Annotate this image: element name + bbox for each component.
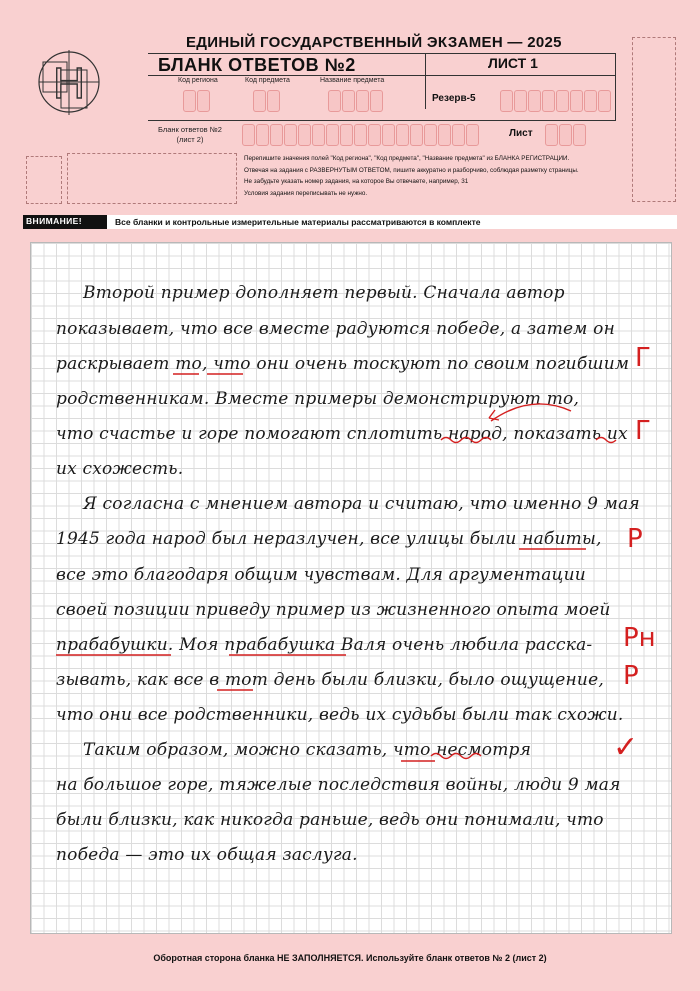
sheet2-cell[interactable] — [382, 124, 395, 146]
header-divider-3 — [148, 120, 615, 121]
corner-mark-box — [26, 156, 62, 204]
subject-name-cell[interactable] — [370, 90, 383, 112]
reserve-cell[interactable] — [570, 90, 583, 112]
instruction-line: Не забудьте указать номер задания, на которое Вы отвечаете, например, 31 — [244, 178, 469, 185]
grader-mark: Р — [627, 524, 643, 554]
subject-name-cell[interactable] — [356, 90, 369, 112]
essay-line: показывает, что все вместе радуются победе, а затем он — [56, 319, 616, 339]
footer-note: Оборотная сторона бланка НЕ ЗАПОЛНЯЕТСЯ. Используйте бланк ответов № 2 (лист 2) — [153, 953, 547, 963]
exam-title: ЕДИНЫЙ ГОСУДАРСТВЕННЫЙ ЭКЗАМЕН — 2025 — [186, 34, 562, 51]
reserve-label: Резерв-5 — [432, 93, 476, 104]
grader-mark: Рн — [623, 623, 656, 653]
essay-line: Таким образом, можно сказать, что несмотря — [83, 740, 532, 760]
essay-line: родственникам. Вместе примеры демонстрируют то, — [56, 389, 580, 409]
region-code-cell[interactable] — [197, 90, 210, 112]
essay-line: Я согласна с мнением автора и считаю, что именно 9 мая — [83, 494, 640, 514]
sheet2-cell[interactable] — [368, 124, 381, 146]
sheet2-cell[interactable] — [242, 124, 255, 146]
subject-name-cell[interactable] — [342, 90, 355, 112]
notice-text: Все бланки и контрольные измерительные материалы рассматриваются в комплекте — [107, 215, 677, 229]
essay-line: были близки, как никогда раньше, ведь они понимали, что — [56, 810, 604, 830]
essay-line: Второй пример дополняет первый. Сначала автор — [83, 283, 565, 303]
region-code-cell[interactable] — [183, 90, 196, 112]
essay-line: своей позиции приведу пример из жизненного опыта моей — [56, 600, 611, 620]
subject-code-label: Код предмета — [245, 77, 290, 84]
sheet2-cell[interactable] — [452, 124, 465, 146]
reserve-cell[interactable] — [556, 90, 569, 112]
answer-sheet[interactable] — [30, 242, 672, 934]
check-mark-icon: ✓ — [613, 730, 639, 765]
sheet2-cell[interactable] — [340, 124, 353, 146]
essay-line: зывать, как все в тот день были близки, было ощущение, — [56, 670, 604, 690]
reserve-cell[interactable] — [598, 90, 611, 112]
subject-code-cell[interactable] — [253, 90, 266, 112]
sheet2-cell[interactable] — [466, 124, 479, 146]
essay-line: что они все родственники, ведь их судьбы были так схожи. — [56, 705, 624, 725]
wavy-underline-mark — [441, 438, 491, 443]
sheet-number-cell[interactable] — [545, 124, 558, 146]
header-divider — [148, 53, 615, 54]
notice-label: ВНИМАНИЕ! — [26, 216, 82, 226]
sheet2-cell[interactable] — [298, 124, 311, 146]
instruction-line: Условия задания переписывать не нужно. — [244, 189, 368, 197]
essay-line: победа — это их общая заслуга. — [56, 845, 358, 865]
reserve-cell[interactable] — [584, 90, 597, 112]
header-right-divider — [615, 53, 616, 121]
correction-marks — [31, 243, 671, 933]
essay-line: 1945 года народ был неразлучен, все улицы были набиты, — [56, 529, 602, 549]
wavy-underline-mark — [596, 438, 616, 443]
sheet2-cell[interactable] — [410, 124, 423, 146]
grader-mark: Г — [635, 416, 651, 446]
sheet2-cell[interactable] — [438, 124, 451, 146]
essay-line: что счастье и горе помогают сплотить народ, показать их — [56, 424, 628, 444]
region-code-label: Код региона — [178, 77, 218, 84]
reserve-cell[interactable] — [542, 90, 555, 112]
side-mark-box — [632, 37, 676, 202]
sheet-number-cell[interactable] — [573, 124, 586, 146]
sheet2-cell[interactable] — [270, 124, 283, 146]
essay-line: на большое горе, тяжелые последствия войны, люди 9 мая — [56, 775, 621, 795]
reserve-cell[interactable] — [528, 90, 541, 112]
essay-line: все это благодаря общим чувствам. Для аргументации — [56, 565, 586, 585]
sheet-label: ЛИСТ 1 — [488, 55, 538, 71]
arrow-mark — [491, 404, 571, 421]
sheet2-cell[interactable] — [396, 124, 409, 146]
sheet2-cell[interactable] — [354, 124, 367, 146]
essay-line: их схожесть. — [56, 459, 184, 479]
barcode-box — [67, 153, 237, 204]
subject-name-cell[interactable] — [328, 90, 341, 112]
sheet2-cell[interactable] — [312, 124, 325, 146]
subject-name-label: Название предмета — [320, 77, 385, 84]
logo-letter: Н — [53, 59, 85, 108]
wavy-underline-mark — [431, 754, 481, 759]
sheet2-cell[interactable] — [326, 124, 339, 146]
arrow-head-mark — [489, 410, 499, 420]
sheet-number-cell[interactable] — [559, 124, 572, 146]
header-divider-2 — [148, 75, 615, 76]
sheet2-label: Бланк ответов №2 (лист 2) — [158, 125, 222, 144]
form-title: БЛАНК ОТВЕТОВ №2 — [158, 55, 356, 75]
subject-code-cell[interactable] — [267, 90, 280, 112]
essay-line: раскрывает то, что они очень тоскуют по своим погибшим — [56, 354, 630, 374]
reserve-cell[interactable] — [514, 90, 527, 112]
exam-logo-icon — [37, 45, 101, 127]
grader-mark: Г — [635, 343, 651, 373]
instruction-line: Перепишите значения полей "Код региона", "Код предмета", "Название предмета" из БЛАНКА РЕГИСТРАЦИИ. — [244, 155, 570, 162]
sheet2-cell[interactable] — [284, 124, 297, 146]
instruction-line: Отвечая на задания с РАЗВЕРНУТЫМ ОТВЕТОМ, пишите аккуратно и разборчиво, соблюдая разметку страницы. — [244, 166, 579, 174]
instructions — [244, 153, 579, 199]
sheet2-cell[interactable] — [256, 124, 269, 146]
reserve-cell[interactable] — [500, 90, 513, 112]
header-vertical-divider — [425, 53, 426, 109]
essay-line: прабабушки. Моя прабабушка Валя очень любила расска- — [56, 635, 593, 655]
grader-mark: Р — [623, 661, 639, 691]
sheet2-cell[interactable] — [424, 124, 437, 146]
sheet-number-label: Лист — [509, 128, 533, 139]
